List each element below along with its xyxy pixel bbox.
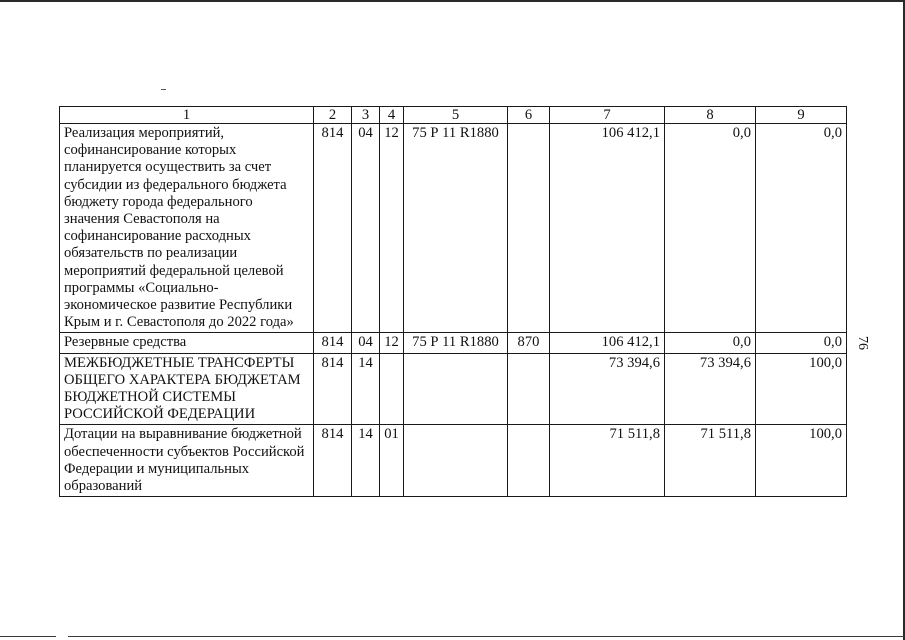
row-code-expense-type bbox=[508, 124, 550, 333]
row-value-plan: 106 412,1 bbox=[550, 333, 665, 353]
row-name: Резервные средства bbox=[60, 333, 314, 353]
row-code-expense-type bbox=[508, 425, 550, 497]
column-header: 1 bbox=[60, 107, 314, 124]
row-code-section: 04 bbox=[352, 333, 380, 353]
row-code-target bbox=[404, 353, 508, 425]
row-name: Дотации на выравнивание бюджетной обеспеченности субъектов Российской Федерации и муниципальных образований bbox=[60, 425, 314, 497]
row-value-plan: 71 511,8 bbox=[550, 425, 665, 497]
row-value-plan: 106 412,1 bbox=[550, 124, 665, 333]
table-row bbox=[60, 333, 847, 353]
row-value-actual: 0,0 bbox=[665, 124, 756, 333]
row-code-admin: 814 bbox=[314, 353, 352, 425]
row-value-percent: 100,0 bbox=[756, 425, 847, 497]
row-code-section: 04 bbox=[352, 124, 380, 333]
column-header: 5 bbox=[404, 107, 508, 124]
row-code-target: 75 Р 11 R1880 bbox=[404, 333, 508, 353]
row-code-target: 75 Р 11 R1880 bbox=[404, 124, 508, 333]
row-code-subsection: 12 bbox=[380, 124, 404, 333]
table-row bbox=[60, 353, 847, 425]
column-header: 9 bbox=[756, 107, 847, 124]
row-value-percent: 0,0 bbox=[756, 333, 847, 353]
table-header-row bbox=[60, 107, 847, 124]
scan-mark bbox=[161, 89, 166, 90]
row-value-actual: 0,0 bbox=[665, 333, 756, 353]
page-edge-gap bbox=[56, 634, 68, 639]
row-value-percent: 100,0 bbox=[756, 353, 847, 425]
page-number: 76 bbox=[855, 336, 870, 350]
row-code-section: 14 bbox=[352, 353, 380, 425]
row-code-section: 14 bbox=[352, 425, 380, 497]
row-name: Реализация мероприятий, софинансирование которых планируется осуществить за счет субсидии из федерального бюджета бюджету города федерального значения Севастополя на софинансирование расходных обязательств по реализации мероприятий федеральной целевой программы «Социально-экономическое развитие Республики Крым и г. Севастополя до 2022 года» bbox=[60, 124, 314, 333]
column-header: 3 bbox=[352, 107, 380, 124]
column-header: 4 bbox=[380, 107, 404, 124]
row-code-admin: 814 bbox=[314, 425, 352, 497]
row-code-admin: 814 bbox=[314, 333, 352, 353]
row-name: МЕЖБЮДЖЕТНЫЕ ТРАНСФЕРТЫ ОБЩЕГО ХАРАКТЕРА БЮДЖЕТАМ БЮДЖЕТНОЙ СИСТЕМЫ РОССИЙСКОЙ ФЕДЕРАЦИИ bbox=[60, 353, 314, 425]
row-code-subsection bbox=[380, 353, 404, 425]
table-row bbox=[60, 425, 847, 497]
row-code-subsection: 01 bbox=[380, 425, 404, 497]
column-header: 2 bbox=[314, 107, 352, 124]
row-value-actual: 71 511,8 bbox=[665, 425, 756, 497]
column-header: 6 bbox=[508, 107, 550, 124]
row-value-actual: 73 394,6 bbox=[665, 353, 756, 425]
budget-table bbox=[59, 106, 847, 497]
row-code-expense-type: 870 bbox=[508, 333, 550, 353]
table-row bbox=[60, 124, 847, 333]
row-code-target bbox=[404, 425, 508, 497]
column-header: 8 bbox=[665, 107, 756, 124]
column-header: 7 bbox=[550, 107, 665, 124]
row-code-expense-type bbox=[508, 353, 550, 425]
row-value-percent: 0,0 bbox=[756, 124, 847, 333]
row-value-plan: 73 394,6 bbox=[550, 353, 665, 425]
row-code-admin: 814 bbox=[314, 124, 352, 333]
page-edge-top bbox=[0, 0, 905, 2]
page-edge-bottom bbox=[0, 636, 905, 637]
row-code-subsection: 12 bbox=[380, 333, 404, 353]
